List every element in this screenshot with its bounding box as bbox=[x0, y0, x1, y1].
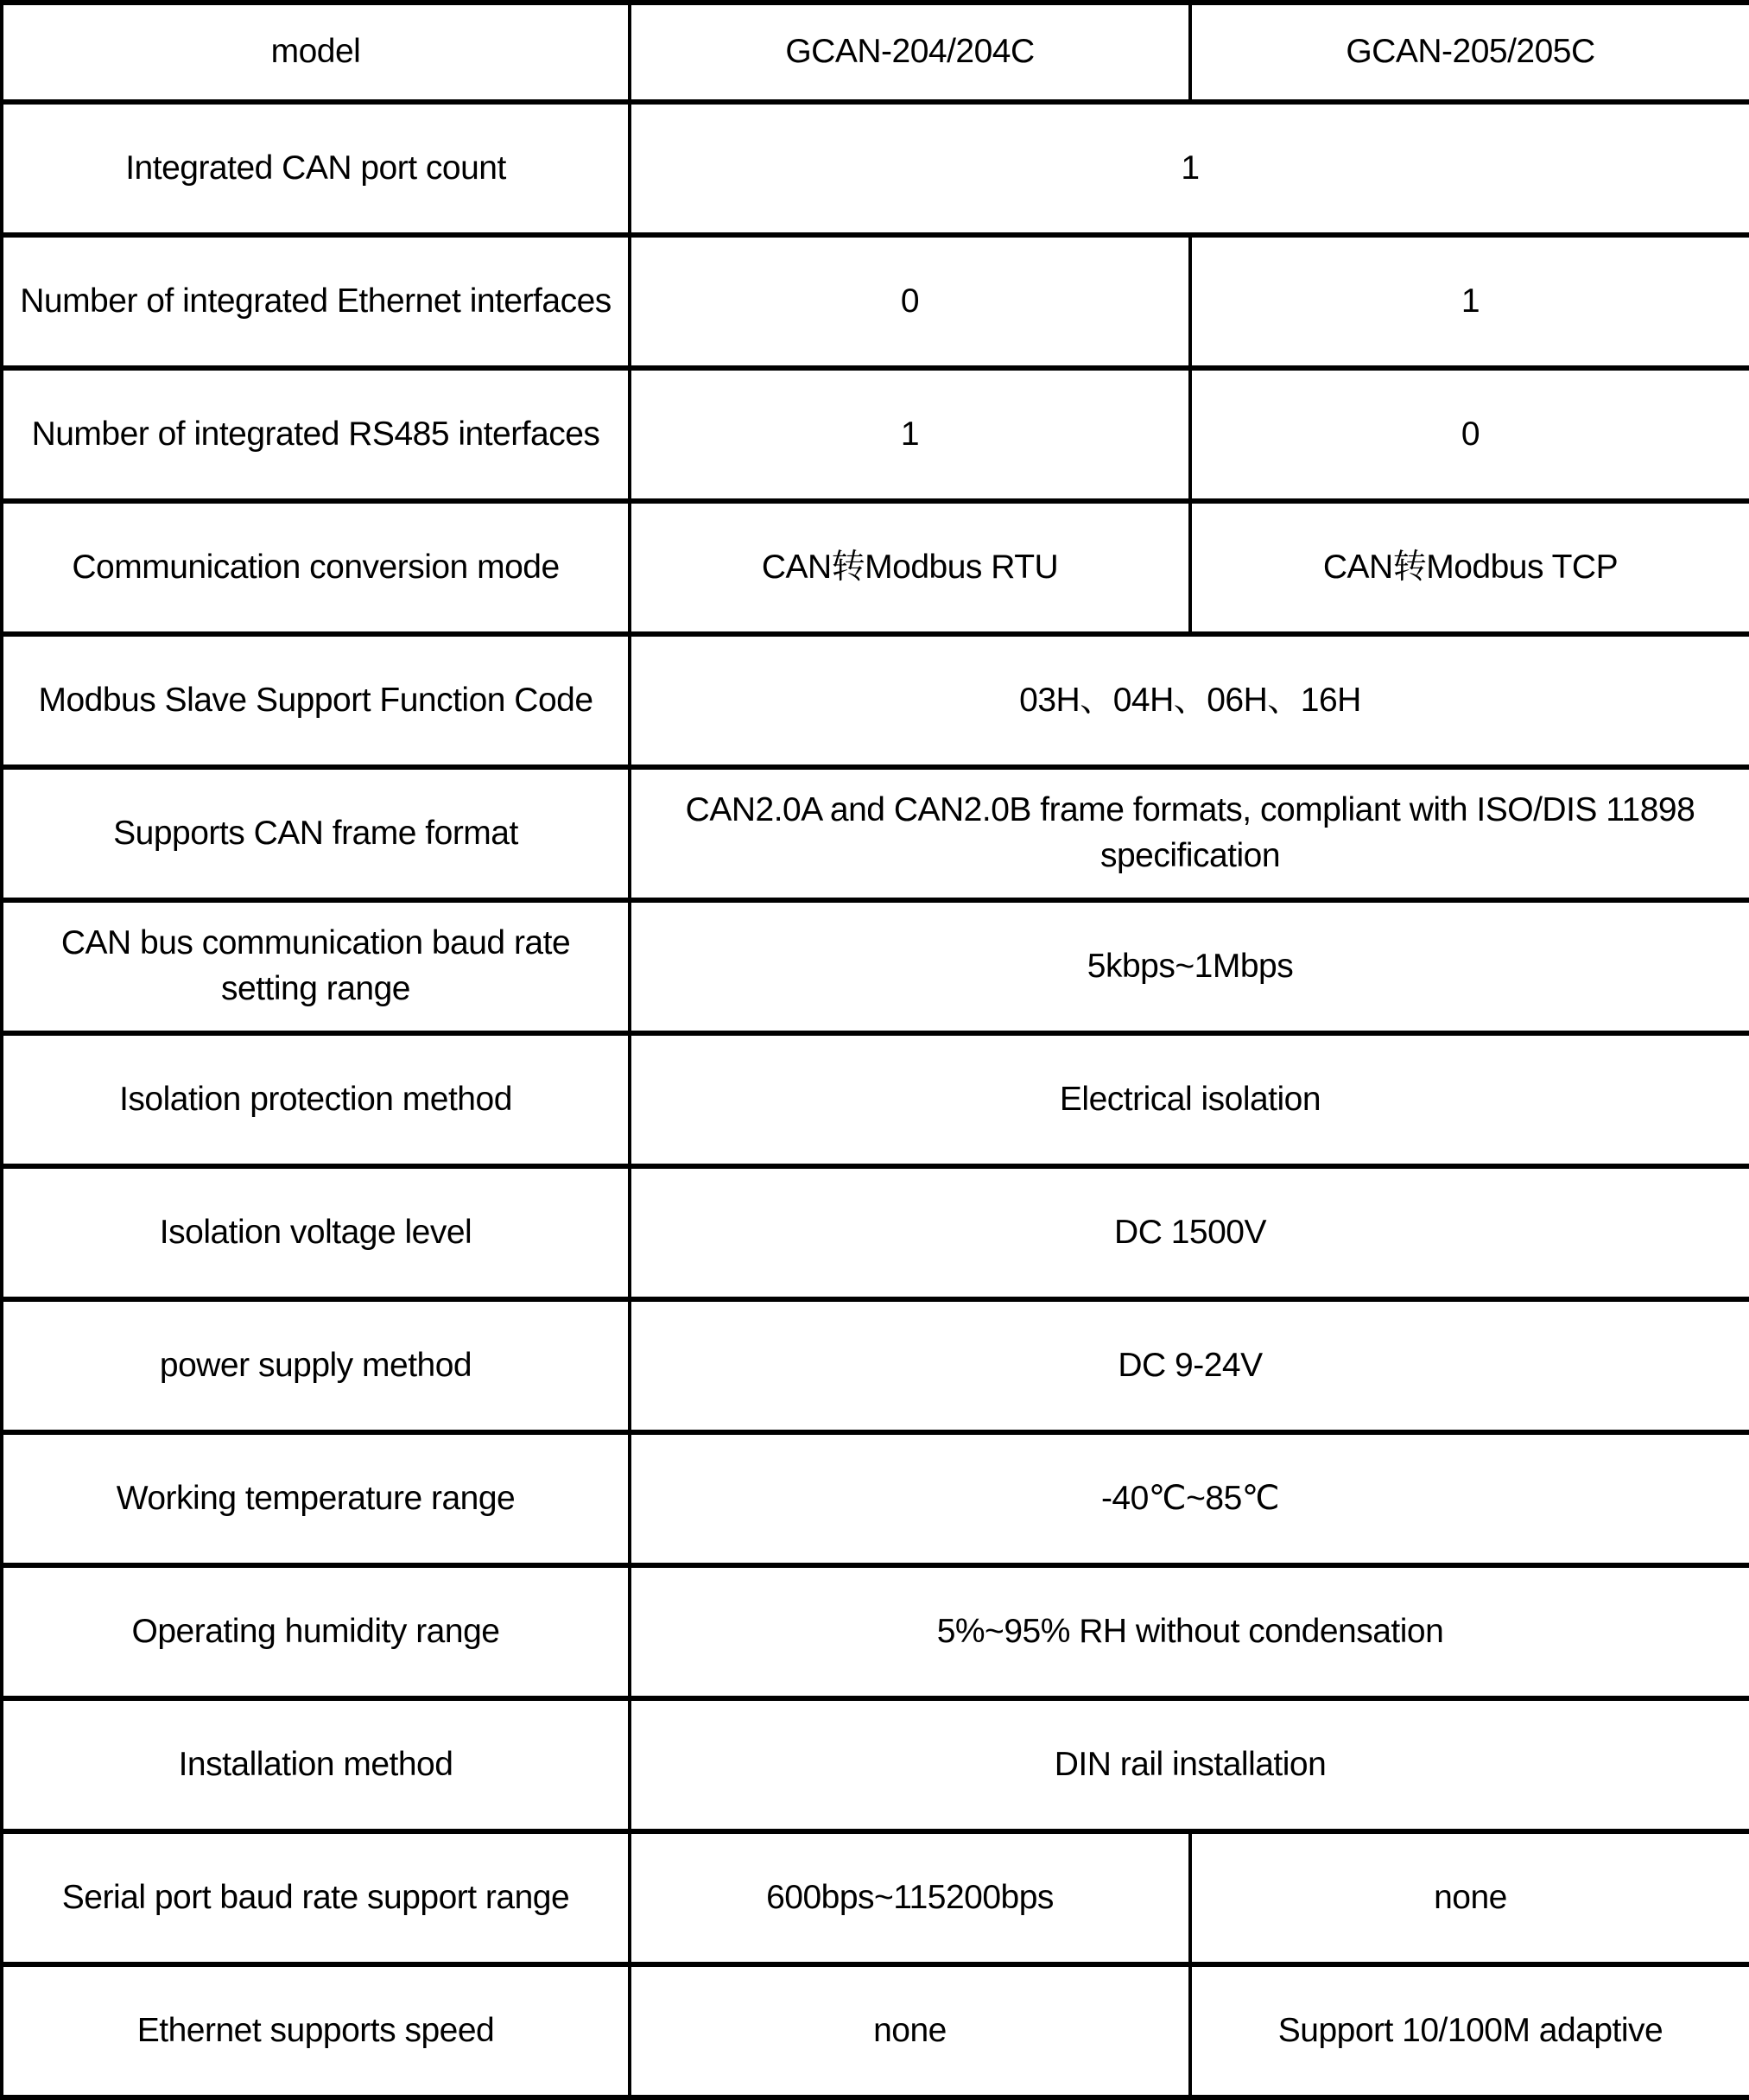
header-gcan-205: GCAN-205/205C bbox=[1190, 3, 1749, 102]
row-value-isolation-protection: Electrical isolation bbox=[630, 1033, 1749, 1166]
row-label-ethernet-count: Number of integrated Ethernet interfaces bbox=[2, 235, 630, 368]
row-value-ethernet-speed-205: Support 10/100M adaptive bbox=[1190, 1964, 1749, 2097]
row-value-ethernet-count-205: 1 bbox=[1190, 235, 1749, 368]
row-value-can-baud-rate: 5kbps~1Mbps bbox=[630, 900, 1749, 1033]
row-label-can-port-count: Integrated CAN port count bbox=[2, 102, 630, 235]
row-value-serial-baud-rate-204: 600bps~115200bps bbox=[630, 1831, 1190, 1964]
row-label-serial-baud-rate: Serial port baud rate support range bbox=[2, 1831, 630, 1964]
row-isolation-protection bbox=[2, 1033, 1749, 1166]
row-value-rs485-count-204: 1 bbox=[630, 368, 1190, 501]
row-label-conversion-mode: Communication conversion mode bbox=[2, 501, 630, 634]
row-rs485-count bbox=[2, 368, 1749, 501]
row-can-baud-rate bbox=[2, 900, 1749, 1033]
row-value-can-frame-format: CAN2.0A and CAN2.0B frame formats, compliant with ISO/DIS 11898 specification bbox=[630, 767, 1749, 900]
header-gcan-204: GCAN-204/204C bbox=[630, 3, 1190, 102]
row-power-supply bbox=[2, 1299, 1749, 1432]
row-label-working-temperature: Working temperature range bbox=[2, 1432, 630, 1565]
row-value-conversion-mode-204: CAN转Modbus RTU bbox=[630, 501, 1190, 634]
row-conversion-mode bbox=[2, 501, 1749, 634]
row-value-ethernet-speed-204: none bbox=[630, 1964, 1190, 2097]
row-label-rs485-count: Number of integrated RS485 interfaces bbox=[2, 368, 630, 501]
row-can-port-count bbox=[2, 102, 1749, 235]
row-operating-humidity bbox=[2, 1565, 1749, 1698]
row-label-installation-method: Installation method bbox=[2, 1698, 630, 1831]
table-header-row bbox=[2, 3, 1749, 102]
row-value-modbus-function-code: 03H、04H、06H、16H bbox=[630, 634, 1749, 767]
row-value-serial-baud-rate-205: none bbox=[1190, 1831, 1749, 1964]
row-label-isolation-protection: Isolation protection method bbox=[2, 1033, 630, 1166]
row-value-working-temperature: -40℃~85℃ bbox=[630, 1432, 1749, 1565]
row-value-power-supply: DC 9-24V bbox=[630, 1299, 1749, 1432]
row-value-rs485-count-205: 0 bbox=[1190, 368, 1749, 501]
header-model: model bbox=[2, 3, 630, 102]
row-value-ethernet-count-204: 0 bbox=[630, 235, 1190, 368]
row-modbus-function-code bbox=[2, 634, 1749, 767]
row-label-can-baud-rate: CAN bus communication baud rate setting range bbox=[2, 900, 630, 1033]
row-installation-method bbox=[2, 1698, 1749, 1831]
row-serial-baud-rate bbox=[2, 1831, 1749, 1964]
row-label-ethernet-speed: Ethernet supports speed bbox=[2, 1964, 630, 2097]
row-label-can-frame-format: Supports CAN frame format bbox=[2, 767, 630, 900]
row-isolation-voltage bbox=[2, 1166, 1749, 1299]
row-label-power-supply: power supply method bbox=[2, 1299, 630, 1432]
row-can-frame-format bbox=[2, 767, 1749, 900]
row-value-conversion-mode-205: CAN转Modbus TCP bbox=[1190, 501, 1749, 634]
row-value-installation-method: DIN rail installation bbox=[630, 1698, 1749, 1831]
row-label-operating-humidity: Operating humidity range bbox=[2, 1565, 630, 1698]
row-label-modbus-function-code: Modbus Slave Support Function Code bbox=[2, 634, 630, 767]
row-ethernet-count bbox=[2, 235, 1749, 368]
row-value-can-port-count: 1 bbox=[630, 102, 1749, 235]
row-working-temperature bbox=[2, 1432, 1749, 1565]
row-value-operating-humidity: 5%~95% RH without condensation bbox=[630, 1565, 1749, 1698]
row-value-isolation-voltage: DC 1500V bbox=[630, 1166, 1749, 1299]
row-ethernet-speed bbox=[2, 1964, 1749, 2097]
row-label-isolation-voltage: Isolation voltage level bbox=[2, 1166, 630, 1299]
